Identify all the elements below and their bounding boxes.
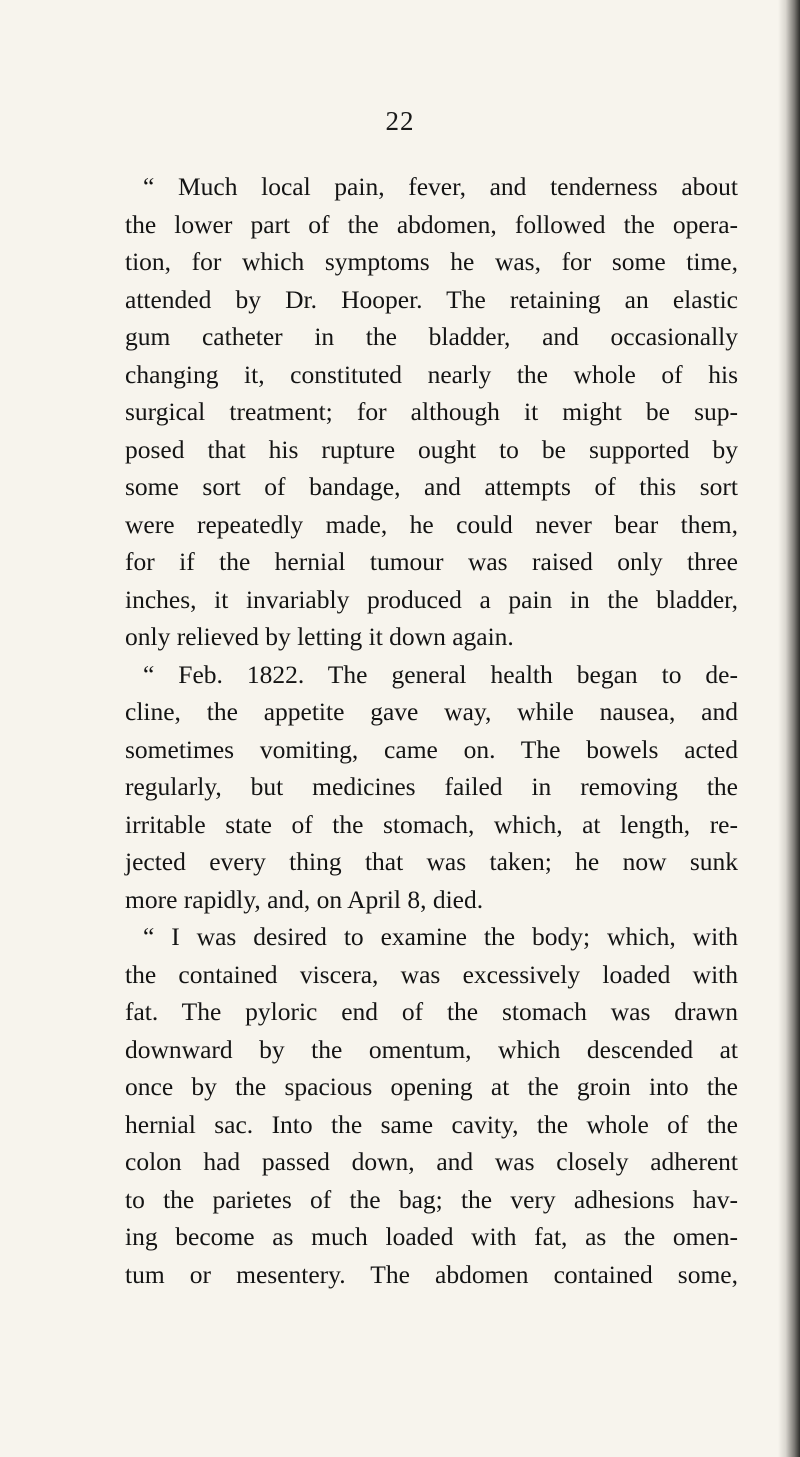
text-line: the contained viscera, was excessively loaded with [125,959,738,989]
body-text [125,168,738,1293]
text-line: to the parietes of the bag; the very adhesions hav- [125,1184,738,1214]
text-line: irritable state of the stomach, which, at length, re- [125,809,738,839]
text-line: cline, the appetite gave way, while nausea, and [125,697,738,726]
text-line: once by the spacious opening at the groin into the [125,1072,738,1101]
text-line: were repeatedly made, he could never bear them, [125,509,738,539]
text-line: some sort of bandage, and attempts of this sort [125,472,738,501]
text-line: more rapidly, and, on April 8, died. [125,884,484,914]
text-line: tion, for which symptoms he was, for some time, [125,247,738,276]
text-line: regularly, but medicines failed in removing the [125,772,738,801]
text-line: fat. The pyloric end of the stomach was drawn [125,997,738,1026]
page-edge-shadow [778,0,800,1457]
text-line: posed that his rupture ought to be supported by [125,434,738,464]
text-line: ing become as much loaded with fat, as the omen- [125,1222,738,1251]
text-line: downward by the omentum, which descended at [125,1034,738,1064]
text-line: jected every thing that was taken; he now sunk [125,847,738,876]
text-line: hernial sac. Into the same cavity, the whole of the [125,1109,738,1139]
text-line: tum or mesentery. The abdomen contained some, [125,1259,738,1289]
text-line: attended by Dr. Hooper. The retaining an elastic [125,284,738,314]
text-line: only relieved by letting it down again. [125,622,514,651]
text-line: gum catheter in the bladder, and occasionally [125,322,738,351]
text-line: changing it, constituted nearly the whole of his [125,359,738,389]
text-line: “ I was desired to examine the body; which, with [143,922,738,951]
text-line: surgical treatment; for although it might be sup- [125,397,738,426]
text-line: the lower part of the abdomen, followed the opera- [125,209,738,239]
text-line: sometimes vomiting, came on. The bowels acted [125,734,738,764]
page-number: 22 [385,106,415,136]
text-line: colon had passed down, and was closely adherent [125,1147,738,1176]
text-line: “ Feb. 1822. The general health began to de- [143,659,738,689]
text-line: inches, it invariably produced a pain in the bladder, [125,584,738,614]
text-line: for if the hernial tumour was raised only three [125,547,738,576]
text-line: “ Much local pain, fever, and tenderness about [143,172,738,201]
